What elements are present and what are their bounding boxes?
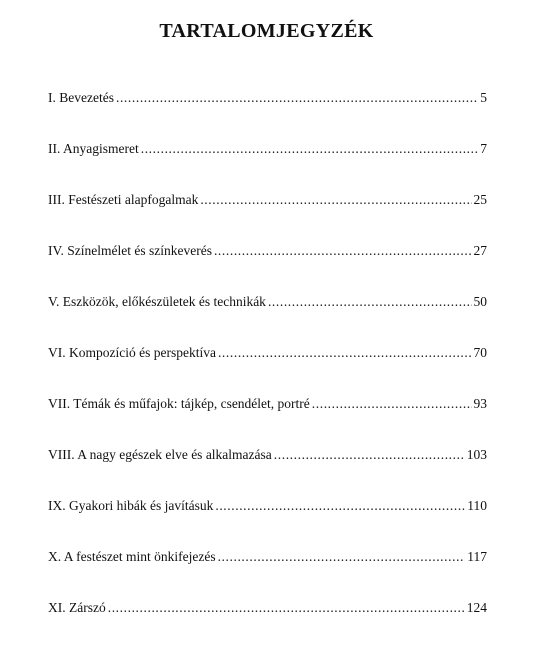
toc-entry-page: 110 [467, 498, 487, 513]
toc-entry-page: 50 [473, 294, 487, 309]
toc-entry-label: VI. Kompozíció és perspektíva [48, 345, 216, 360]
dot-leader [218, 547, 466, 567]
toc-entry-8 [48, 445, 487, 465]
toc-entry-page: 27 [473, 243, 487, 258]
dot-leader [116, 88, 478, 108]
toc-entry-4 [48, 241, 487, 261]
toc-entry-label: II. Anyagismeret [48, 141, 139, 156]
toc-entry-label: X. A festészet mint önkifejezés [48, 549, 216, 564]
toc-entry-page: 124 [466, 600, 487, 615]
toc-list [48, 88, 487, 649]
toc-entry-label: III. Festészeti alapfogalmak [48, 192, 199, 207]
page-title: TARTALOMJEGYZÉK [159, 20, 374, 42]
dot-leader [215, 496, 465, 516]
toc-entry-2 [48, 139, 487, 159]
toc-entry-page: 5 [480, 90, 487, 105]
toc-entry-6 [48, 343, 487, 363]
toc-entry-label: XI. Zárszó [48, 600, 106, 615]
toc-entry-page: 25 [473, 192, 487, 207]
toc-entry-label: IV. Színelmélet és színkeverés [48, 243, 212, 258]
toc-entry-page: 103 [466, 447, 487, 462]
toc-entry-11 [48, 598, 487, 618]
dot-leader [141, 139, 479, 159]
toc-entry-page: 7 [480, 141, 487, 156]
toc-entry-label: VII. Témák és műfajok: tájkép, csendélet, portré [48, 396, 310, 411]
dot-leader [214, 241, 472, 261]
dot-leader [108, 598, 465, 618]
toc-entry-page: 70 [473, 345, 487, 360]
dot-leader [268, 292, 472, 312]
toc-entry-label: VIII. A nagy egészek elve és alkalmazása [48, 447, 272, 462]
toc-entry-9 [48, 496, 487, 516]
toc-entry-10 [48, 547, 487, 567]
dot-leader [274, 445, 465, 465]
dot-leader [218, 343, 472, 363]
toc-entry-label: V. Eszközök, előkészületek és technikák [48, 294, 266, 309]
toc-entry-label: IX. Gyakori hibák és javításuk [48, 498, 214, 513]
toc-entry-label: I. Bevezetés [48, 90, 114, 105]
toc-entry-5 [48, 292, 487, 312]
dot-leader [312, 394, 472, 414]
toc-entry-page: 93 [473, 396, 487, 411]
dot-leader [200, 190, 471, 210]
toc-entry-page: 117 [467, 549, 487, 564]
toc-entry-1 [48, 88, 487, 108]
toc-entry-7 [48, 394, 487, 414]
toc-entry-3 [48, 190, 487, 210]
